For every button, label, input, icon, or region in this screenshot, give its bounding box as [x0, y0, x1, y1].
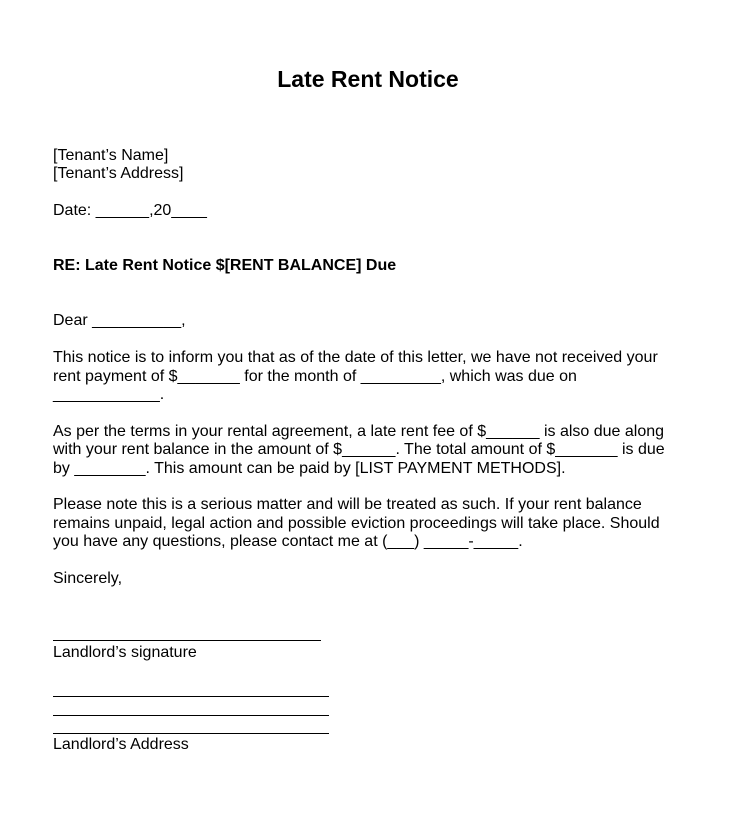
- paragraph-3-line-1: Please note this is a serious matter and will be treated as such. If your rent balance: [53, 496, 642, 513]
- address-label: Landlord’s Address: [53, 736, 189, 753]
- address-line-3: [53, 733, 329, 734]
- address-line-1: [53, 696, 329, 697]
- paragraph-1-line-2: rent payment of $_______ for the month of _________, which was due on: [53, 368, 577, 385]
- document-title: Late Rent Notice: [277, 66, 459, 92]
- signature-label: Landlord’s signature: [53, 644, 197, 661]
- paragraph-1-line-3: ____________.: [53, 386, 165, 403]
- paragraph-3-line-2: remains unpaid, legal action and possible eviction proceedings will take place. Should: [53, 515, 660, 532]
- re-line: RE: Late Rent Notice $[RENT BALANCE] Due: [53, 257, 397, 274]
- tenant-address: [Tenant’s Address]: [53, 165, 184, 182]
- paragraph-1-line-1: This notice is to inform you that as of the date of this letter, we have not received your: [53, 349, 658, 366]
- paragraph-2-line-2: with your rent balance in the amount of $______. The total amount of $_______ is due: [53, 441, 665, 458]
- salutation: Dear __________,: [53, 312, 186, 329]
- signature-line: [53, 640, 321, 641]
- paragraph-3-line-3: you have any questions, please contact me at (___) _____-_____.: [53, 533, 523, 550]
- paragraph-2-line-1: As per the terms in your rental agreement, a late rent fee of $______ is also due along: [53, 423, 665, 440]
- closing: Sincerely,: [53, 570, 123, 587]
- tenant-name: [Tenant’s Name]: [53, 147, 169, 164]
- date-line: Date: ______,20____: [53, 202, 207, 219]
- address-line-2: [53, 715, 329, 716]
- paragraph-2-line-3: by ________. This amount can be paid by [LIST PAYMENT METHODS].: [53, 460, 566, 477]
